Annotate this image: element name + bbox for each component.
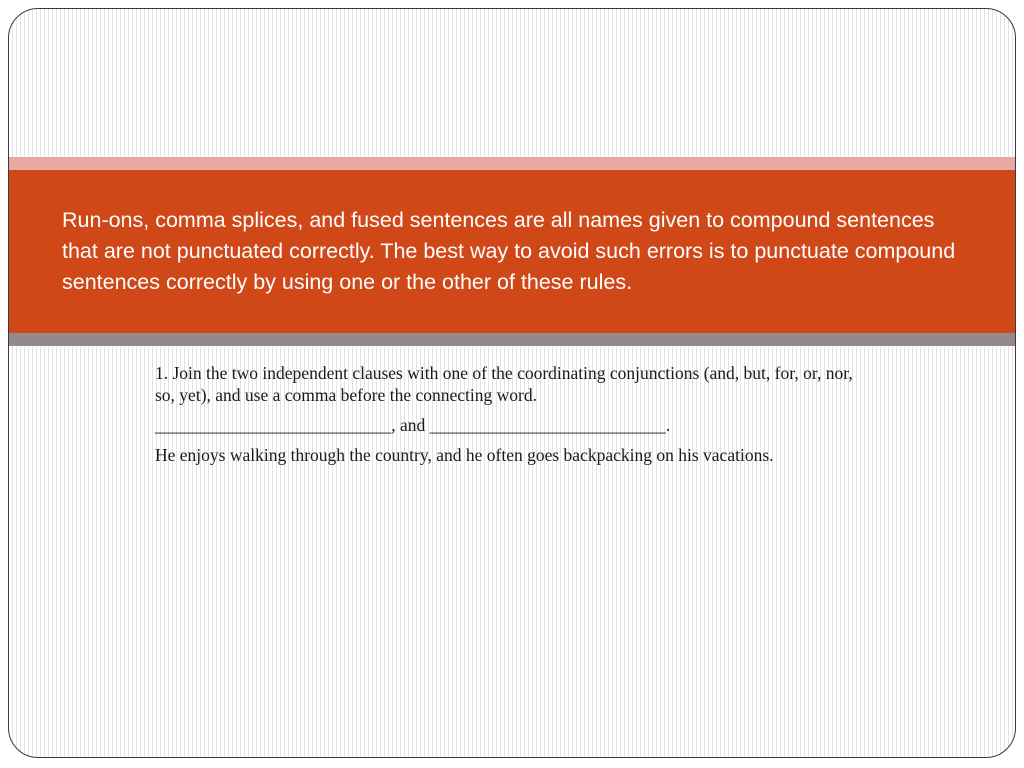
rule-paragraph: 1. Join the two independent clauses with one of the coordinating conjunctions (and, but, for, or, nor, so, yet), and use a comma before the connecting word. bbox=[155, 363, 853, 405]
slide bbox=[8, 8, 1016, 758]
slide-body bbox=[155, 362, 855, 474]
example-paragraph: He enjoys walking through the country, and he often goes backpacking on his vacations. bbox=[155, 445, 774, 465]
slide-title: Run-ons, comma splices, and fused sentences are all names given to compound sentences that are not punctuated correctly. The best way to avoid such errors is to punctuate compound sentences correctly by using one or the other of these rules. bbox=[62, 208, 956, 294]
accent-stripe-bottom bbox=[9, 333, 1015, 346]
accent-stripe-top bbox=[9, 157, 1015, 170]
pattern-paragraph: ___________________________, and ___________________________. bbox=[155, 415, 671, 435]
